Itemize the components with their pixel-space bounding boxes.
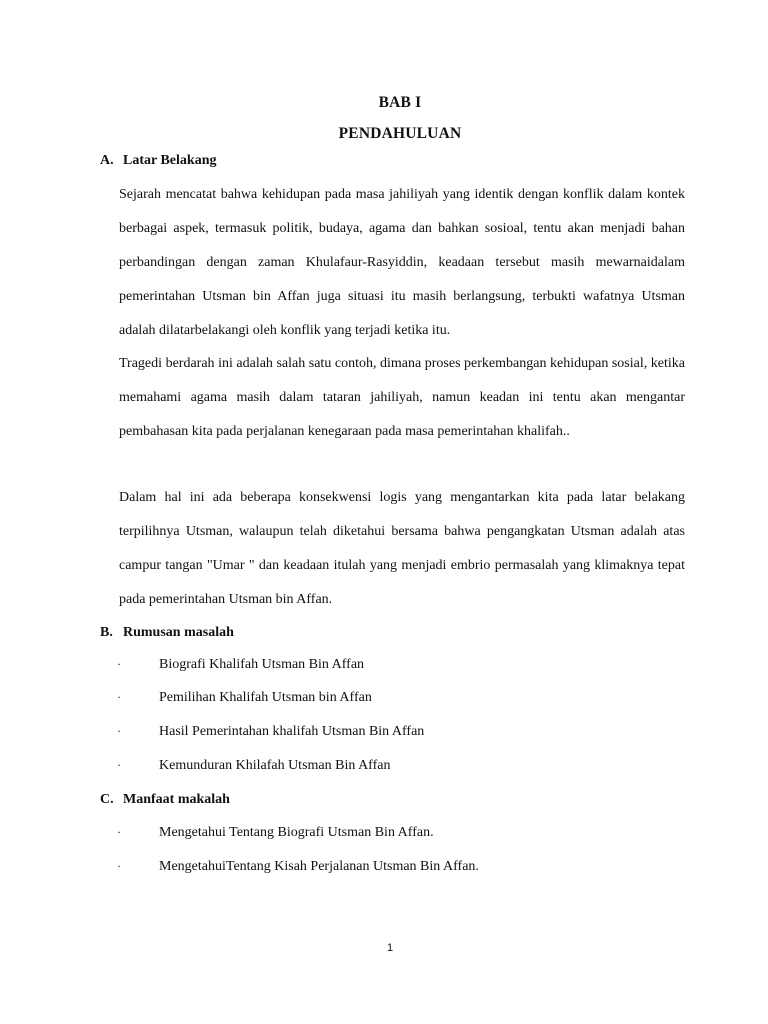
list-item [117,825,434,841]
list-item [117,758,390,774]
chapter-title: PENDAHULUAN [338,125,462,142]
section-heading-a [100,153,216,169]
list-item [117,724,424,740]
list-item-text: Mengetahui Tentang Biografi Utsman Bin Affan. [159,825,434,840]
list-item [117,690,372,706]
list-item-text: Biografi Khalifah Utsman Bin Affan [159,657,365,672]
section-heading-b [100,625,234,641]
list-item [117,859,479,875]
section-title: Rumusan masalah [123,625,234,640]
section-letter: C. [100,792,114,807]
section-letter: A. [100,153,114,168]
chapter-label: BAB I [378,94,422,111]
bullet: · [117,859,121,873]
paragraph-2: Tragedi berdarah ini adalah salah satu contoh, dimana proses perkembangan kehidupan sosial, ketika memahami agama masih dalam tataran jahiliyah, namun keadan ini tentu akan mengantar pembahasan kita pada perjalanan kenegaraan pada masa pemerintahan khalifah.. [119,356,685,439]
paragraph-3: Dalam hal ini ada beberapa konsekwensi logis yang mengantarkan kita pada latar belakang terpilihnya Utsman, walaupun telah diketahui bersama bahwa pengangkatan Utsman adalah atas campur tangan "Umar " dan keadaan itulah yang menjadi embrio permasalah yang klimaknya tepat pada pemerintahan Utsman bin Affan. [119,490,685,607]
list-item-text: Hasil Pemerintahan khalifah Utsman Bin Affan [159,724,425,739]
bullet: · [117,724,121,738]
bullet: · [117,690,121,704]
page-number: 1 [386,942,394,954]
bullet: · [117,825,121,839]
section-title: Manfaat makalah [123,792,230,807]
section-letter: B. [100,625,113,640]
bullet: · [117,657,121,671]
list-item-text: Kemunduran Khilafah Utsman Bin Affan [159,758,391,773]
paragraph-1: Sejarah mencatat bahwa kehidupan pada masa jahiliyah yang identik dengan konflik dalam kontek berbagai aspek, termasuk politik, budaya, agama dan bahkan sosioal, tentu akan menjadi bahan perbandingan dengan zaman Khulafaur-Rasyiddin, keadaan tersebut masih mewarnaidalam pemerintahan Utsman bin Affan juga situasi itu masih berlangsung, terbukti wafatnya Utsman adalah dilatarbelakangi oleh konflik yang terjadi ketika itu. [119,187,685,338]
section-title: Latar Belakang [123,153,217,168]
list-item [117,657,364,673]
list-item-text: MengetahuiTentang Kisah Perjalanan Utsman Bin Affan. [159,859,479,874]
list-item-text: Pemilihan Khalifah Utsman bin Affan [159,690,372,705]
bullet: · [117,758,121,772]
section-heading-c [100,792,230,808]
